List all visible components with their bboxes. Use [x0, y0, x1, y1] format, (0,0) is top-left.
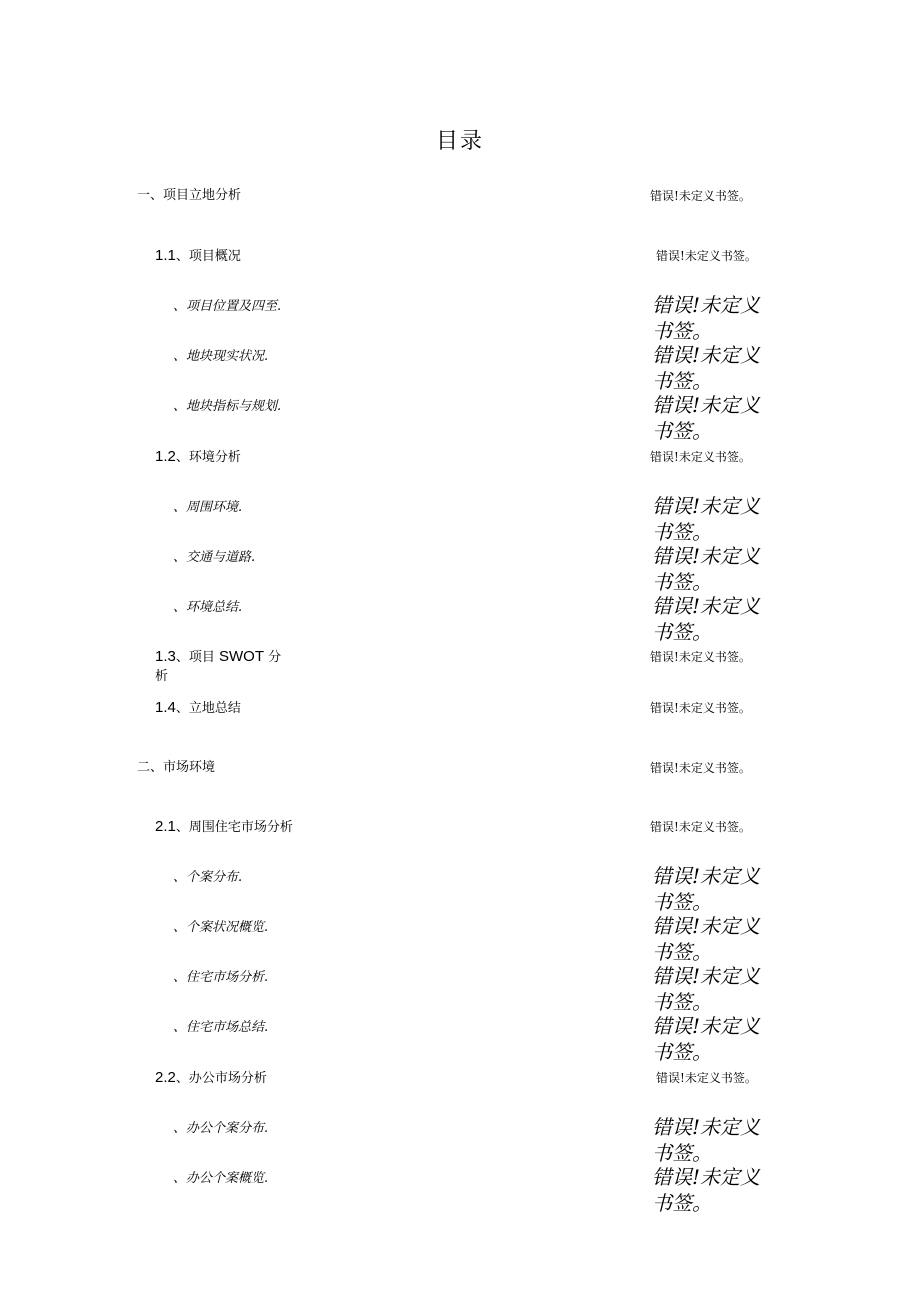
- toc-page-ref: 错误!未定义书签。: [650, 761, 751, 775]
- toc-page-ref: 错误!未定义书签。: [652, 544, 761, 594]
- toc-page-ref: 错误!未定义书签。: [652, 1115, 761, 1165]
- toc-text: 、环境分析: [175, 450, 241, 465]
- toc-page-ref: 错误!未定义书签。: [652, 594, 761, 644]
- toc-page-ref: 错误!未定义书签。: [652, 914, 761, 964]
- toc-text: 、项目: [175, 650, 219, 665]
- toc-label: 、个案分布.: [173, 870, 243, 885]
- toc-label: [155, 1069, 267, 1088]
- toc-label: 、住宅市场总结.: [173, 1020, 269, 1035]
- toc-label: [155, 818, 293, 837]
- toc-number: 1.4: [155, 699, 176, 716]
- toc-number: 1.3: [155, 648, 176, 665]
- toc-label: [155, 699, 241, 718]
- toc-page-ref: 错误!未定义书签。: [650, 450, 751, 464]
- toc-number: 1.2: [155, 448, 176, 465]
- toc-text: 、立地总结: [175, 701, 241, 716]
- toc-label: 、住宅市场分析.: [173, 970, 269, 985]
- toc-page-ref: 错误!未定义书签。: [652, 494, 761, 544]
- toc-text-tail: 分: [264, 650, 282, 665]
- toc-page-ref: 错误!未定义书签。: [650, 189, 751, 203]
- toc-page-ref: 错误!未定义书签。: [652, 393, 761, 443]
- toc-text-en: SWOT: [219, 648, 264, 665]
- toc-label: [155, 247, 241, 266]
- toc-page-ref: 错误!未定义书签。: [652, 343, 761, 393]
- toc-text: 、项目概况: [175, 249, 241, 264]
- toc-label: 、个案状况概览.: [173, 920, 269, 935]
- toc-page-ref: 错误!未定义书签。: [652, 964, 761, 1014]
- toc-page-ref: 错误!未定义书签。: [650, 820, 751, 834]
- toc-page-ref: 错误!未定义书签。: [650, 701, 751, 715]
- toc-number: 1.1: [155, 247, 176, 264]
- toc-page-ref: 错误!未定义书签。: [652, 293, 761, 343]
- toc-number: 2.1: [155, 818, 176, 835]
- toc-label: 、环境总结.: [173, 600, 243, 615]
- toc-label: [155, 448, 241, 467]
- toc-label: 、地块指标与规划.: [173, 399, 282, 414]
- toc-page-ref: 错误!未定义书签。: [656, 249, 757, 263]
- toc-page-ref: 错误!未定义书签。: [656, 1071, 757, 1085]
- toc-label: 、办公个案分布.: [173, 1121, 269, 1136]
- toc-label: 、项目位置及四至.: [173, 299, 282, 314]
- toc-label: 、周围环境.: [173, 500, 243, 515]
- toc-label: 一、项目立地分析: [137, 188, 242, 203]
- toc-page-ref: 错误!未定义书签。: [652, 1014, 761, 1064]
- toc-page-ref: 错误!未定义书签。: [652, 1165, 761, 1215]
- toc-label: 、地块现实状况.: [173, 349, 269, 364]
- toc-label: 、办公个案概览.: [173, 1171, 269, 1186]
- toc-label: [155, 648, 281, 667]
- toc-number: 2.2: [155, 1069, 176, 1086]
- toc-page-ref: 错误!未定义书签。: [650, 650, 751, 664]
- toc-text: 、周围住宅市场分析: [175, 820, 293, 835]
- toc-label: 二、市场环境: [137, 760, 216, 775]
- toc-label: 、交通与道路.: [173, 550, 256, 565]
- toc-text: 、办公市场分析: [175, 1071, 267, 1086]
- page-title: 目录: [435, 129, 484, 154]
- toc-label-wrap: 析: [155, 669, 169, 684]
- toc-page-ref: 错误!未定义书签。: [652, 864, 761, 914]
